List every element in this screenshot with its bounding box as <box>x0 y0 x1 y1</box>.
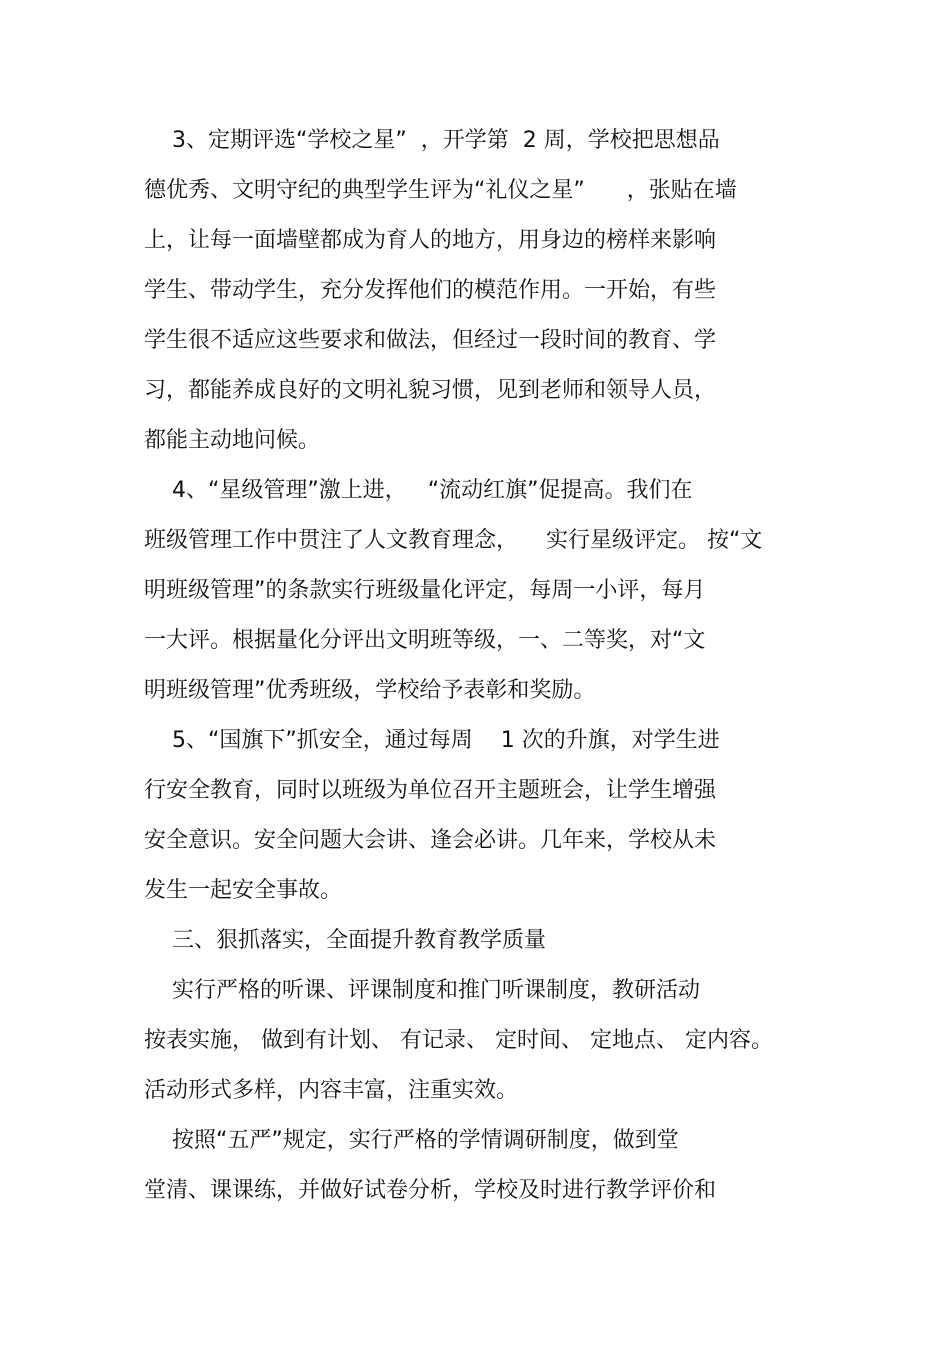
text-line: 实行严格的听课、评课制度和推门听课制度，教研活动 <box>144 978 700 1003</box>
text-line: 明班级管理”的条款实行班级量化评定，每周一小评，每月 <box>144 578 706 603</box>
text-line: 安全意识。安全问题大会讲、逢会必讲。几年来，学校从未 <box>144 828 717 853</box>
text-line: 都能主动地问候。 <box>144 428 321 453</box>
text-line: 学生很不适应这些要求和做法，但经过一段时间的教育、学 <box>144 328 717 353</box>
text-line: 上，让每一面墙壁都成为育人的地方，用身边的榜样来影响 <box>144 228 717 253</box>
section-heading: 三、狠抓落实，全面提升教育教学质量 <box>144 928 546 953</box>
text-line: 学生、带动学生，充分发挥他们的模范作用。一开始，有些 <box>144 278 717 303</box>
text-line: 一大评。根据量化分评出文明班等级，一、二等奖，对“文 <box>144 628 706 653</box>
text-line: 3、定期评选“学校之星” ，开学第 2 周，学校把思想品 <box>144 128 720 153</box>
text-line: 堂清、课课练，并做好试卷分析，学校及时进行教学评价和 <box>144 1178 717 1203</box>
text-line: 4、“星级管理”激上进， “流动红旗”促提高。我们在 <box>144 478 693 503</box>
text-line: 行安全教育，同时以班级为单位召开主题班会，让学生增强 <box>144 778 717 803</box>
text-line: 习，都能养成良好的文明礼貌习惯，见到老师和领导人员， <box>144 378 717 403</box>
text-line: 班级管理工作中贯注了人文教育理念， 实行星级评定。 按“文 <box>144 528 763 553</box>
text-line: 活动形式多样，内容丰富，注重实效。 <box>144 1078 519 1103</box>
text-line: 德优秀、文明守纪的典型学生评为“礼仪之星” ，张贴在墙 <box>144 178 737 203</box>
text-line: 明班级管理”优秀班级，学校给予表彰和奖励。 <box>144 678 596 703</box>
text-line: 发生一起安全事故。 <box>144 878 343 903</box>
text-line: 按表实施， 做到有计划、 有记录、 定时间、 定地点、 定内容。 <box>144 1028 773 1053</box>
text-line: 按照“五严”规定，实行严格的学情调研制度，做到堂 <box>144 1128 679 1153</box>
text-line: 5、“国旗下”抓安全，通过每周 1 次的升旗，对学生进 <box>144 728 720 753</box>
